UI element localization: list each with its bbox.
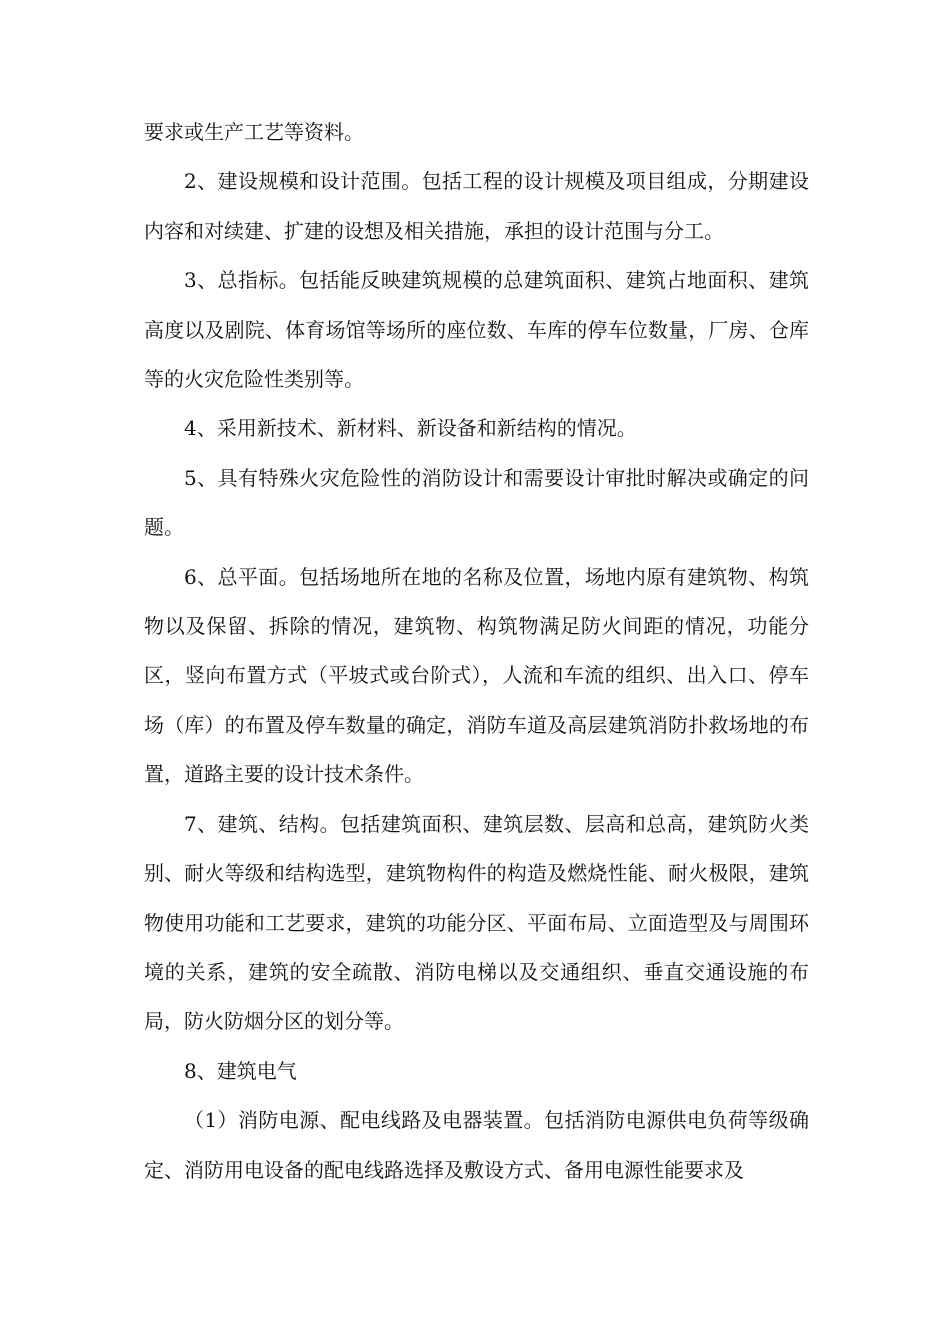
document-body [144,108,809,1195]
paragraph-item-7: 7、建筑、结构。包括建筑面积、建筑层数、层高和总高，建筑防火类别、耐火等级和结构选型，建筑物构件的构造及燃烧性能、耐火极限，建筑物使用功能和工艺要求，建筑的功能分区、平面布局、立面造型及与周围环境的关系，建筑的安全疏散、消防电梯以及交通组织、垂直交通设施的布局，防火防烟分区的划分等。 [144,811,809,1034]
paragraph-continuation: 要求或生产工艺等资料。 [144,120,364,144]
paragraph-item-3: 3、总指标。包括能反映建筑规模的总建筑面积、建筑占地面积、建筑高度以及剧院、体育场馆等场所的座位数、车库的停车位数量，厂房、仓库等的火灾危险性类别等。 [144,268,809,392]
paragraph-item-6: 6、总平面。包括场地所在地的名称及位置，场地内原有建筑物、构筑物以及保留、拆除的情况，建筑物、构筑物满足防火间距的情况，功能分区，竖向布置方式（平坡式或台阶式），人流和车流的组织、出入口、停车场（库）的布置及停车数量的确定，消防车道及高层建筑消防扑救场地的布置，道路主要的设计技术条件。 [144,564,809,787]
paragraph-item-5: 5、具有特殊火灾危险性的消防设计和需要设计审批时解决或确定的问题。 [144,465,809,540]
paragraph-item-4: 4、采用新技术、新材料、新设备和新结构的情况。 [184,416,637,441]
paragraph-item-8-heading: 8、建筑电气 [184,1058,297,1083]
paragraph-item-8-1: （1）消防电源、配电线路及电器装置。包括消防电源供电负荷等级确定、消防用电设备的配电线路选择及敷设方式、备用电源性能要求及 [144,1108,809,1182]
paragraph-item-2: 2、建设规模和设计范围。包括工程的设计规模及项目组成，分期建设内容和对续建、扩建的设想及相关措施，承担的设计范围与分工。 [144,169,809,243]
